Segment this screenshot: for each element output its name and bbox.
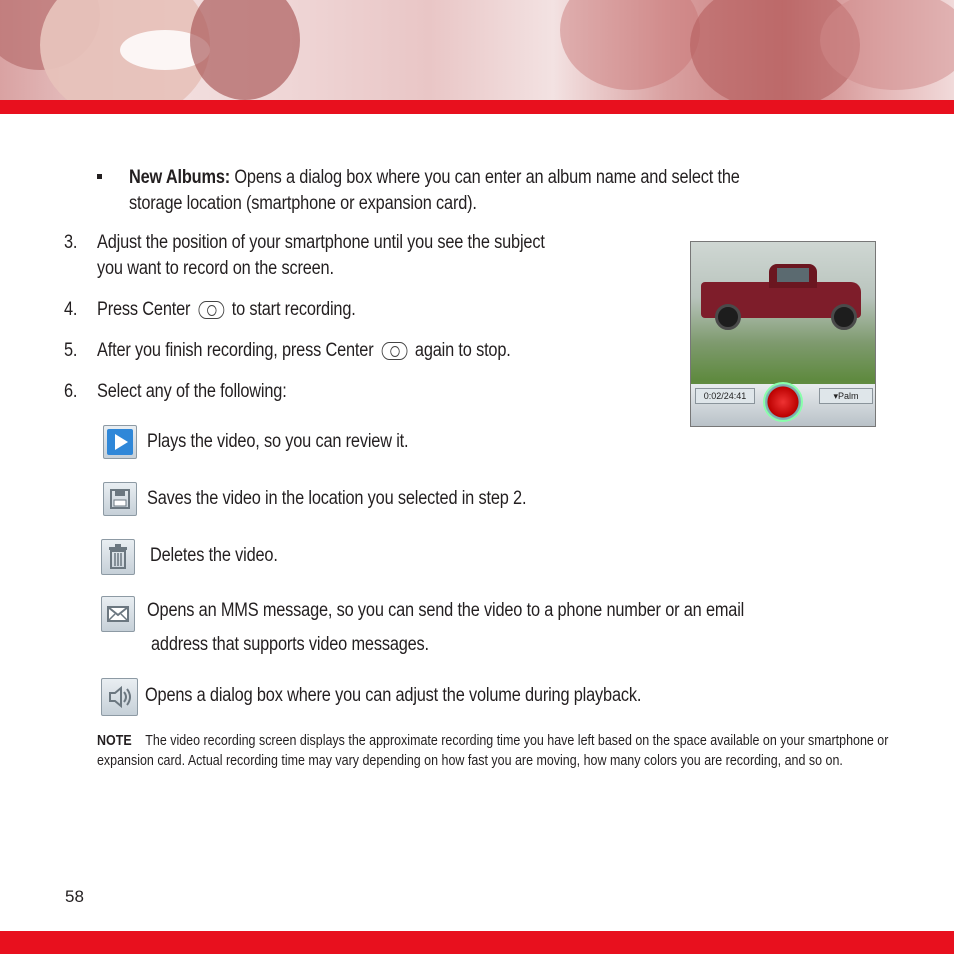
step-6-number: 6. xyxy=(64,381,78,402)
step-4-post: to start recording. xyxy=(231,299,356,320)
option-save-text: Saves the video in the location you selected in step 2. xyxy=(147,488,527,509)
save-icon xyxy=(103,482,137,516)
option-delete-text: Deletes the video. xyxy=(150,545,278,566)
page-number: 58 xyxy=(65,887,84,906)
video-recording-screenshot xyxy=(690,241,876,427)
new-albums-label: New Albums: xyxy=(129,167,231,188)
step-6-text: Select any of the following: xyxy=(97,381,287,402)
truck-wheel-front xyxy=(831,304,857,330)
envelope-icon xyxy=(101,596,135,632)
step-4-text xyxy=(97,297,356,323)
step-3-line-1: Adjust the position of your smartphone until you see the subject xyxy=(97,232,545,253)
speaker-icon xyxy=(101,678,138,716)
step-3-line-2: you want to record on the screen. xyxy=(97,258,334,279)
header-red-band xyxy=(0,100,954,114)
record-button-icon xyxy=(763,382,803,422)
new-albums-text-2: storage location (smartphone or expansion card). xyxy=(129,193,477,214)
bullet-new-albums xyxy=(129,165,740,191)
option-mms-text-1: Opens an MMS message, so you can send the video to a phone number or an email xyxy=(147,600,745,621)
recording-time-readout: 0:02/24:41 xyxy=(695,388,755,404)
truck-window xyxy=(777,268,809,282)
step-4-number: 4. xyxy=(64,299,78,320)
truck-wheel-rear xyxy=(715,304,741,330)
play-icon xyxy=(103,425,137,459)
trash-icon xyxy=(101,539,135,575)
option-play-text: Plays the video, so you can review it. xyxy=(147,431,409,452)
header-photo xyxy=(0,0,954,100)
palm-menu: ▾Palm xyxy=(819,388,873,404)
center-key-icon xyxy=(381,342,407,360)
note-block xyxy=(97,732,897,771)
step-5-text xyxy=(97,338,511,364)
option-mms-text-2: address that supports video messages. xyxy=(151,634,429,655)
option-volume-text: Opens a dialog box where you can adjust the volume during playback. xyxy=(145,685,642,706)
note-text: The video recording screen displays the approximate recording time you have left based on the space available on your smartphone or expansion card. Actual recording time may vary depending on how fast you are moving, how many colors you are recording, and so on. xyxy=(97,733,889,769)
step-3-number: 3. xyxy=(64,232,78,253)
center-key-icon xyxy=(198,301,224,319)
note-label: NOTE xyxy=(97,733,132,749)
step-5-post: again to stop. xyxy=(414,340,511,361)
bullet-marker xyxy=(97,174,102,179)
step-5-pre: After you finish recording, press Center xyxy=(97,340,374,361)
step-4-pre: Press Center xyxy=(97,299,191,320)
new-albums-text-1: Opens a dialog box where you can enter an album name and select the xyxy=(230,167,740,188)
step-5-number: 5. xyxy=(64,340,78,361)
footer-red-band xyxy=(0,931,954,954)
